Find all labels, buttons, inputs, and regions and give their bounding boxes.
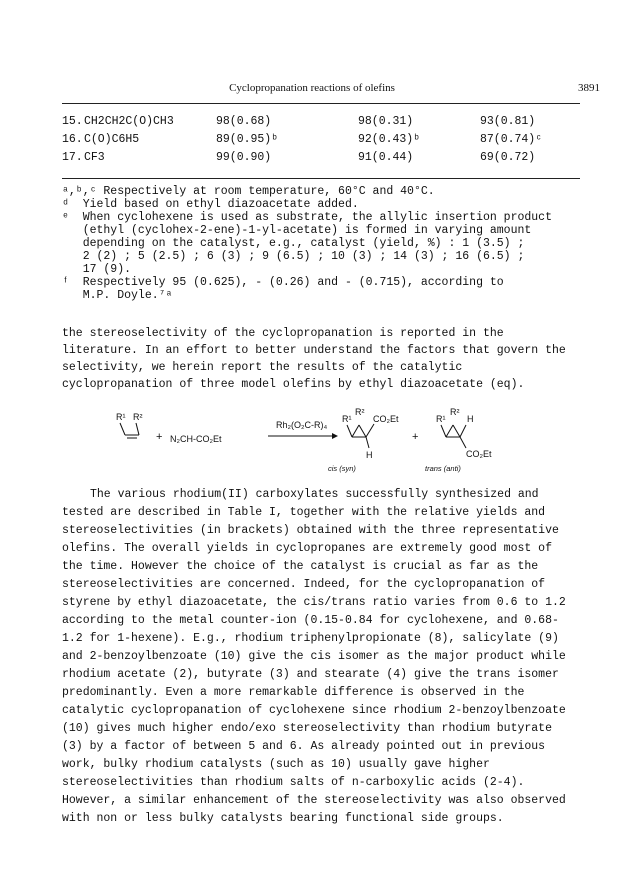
row-substituent: CF3	[84, 151, 105, 164]
row-substituent: CH2CH2C(O)CH3	[84, 115, 174, 128]
olefin-r2-label: R²	[133, 412, 143, 422]
running-title: Cyclopropanation reactions of olefins	[229, 82, 395, 94]
trans-co2et-label: CO₂Et	[466, 449, 492, 459]
body-line: The various rhodium(II) carboxylates successfully synthesized and	[90, 488, 539, 501]
footnote-line: 17 (9).	[62, 263, 132, 276]
trans-r2-label: R²	[450, 408, 460, 417]
body-line: selectivity, we herein report the results of the catalytic	[62, 361, 463, 374]
body-line: tested are described in Table I, together with the relative yields and	[62, 506, 546, 519]
table-row	[62, 115, 582, 133]
table-bottom-rule	[62, 178, 580, 179]
footnote-line: M.P. Doyle.⁷ᵃ	[62, 289, 173, 302]
trans-anti-caption: trans (anti)	[425, 464, 461, 473]
cis-r2-label: R²	[355, 408, 365, 417]
row-value-2: 98(0.31)	[358, 115, 414, 128]
body-line: (3) by a factor of between 5 and 6. As already pointed out in previous	[62, 740, 546, 753]
trans-h-label: H	[467, 414, 474, 424]
table-top-rule	[62, 103, 580, 104]
row-value-1: 99(0.90)	[216, 151, 272, 164]
row-value-2: 91(0.44)	[358, 151, 414, 164]
catalyst-label: Rh₂(O₂C-R)₄	[276, 420, 328, 430]
body-line: stereoselectivities than rhodium salts of n-carboxylic acids (2-4).	[62, 776, 525, 789]
row-value-1: 98(0.68)	[216, 115, 272, 128]
body-line: literature. In an effort to better understand the factors that govern the	[62, 344, 566, 357]
table-row	[62, 133, 582, 151]
body-line: according to the metal counter-ion (0.15-0.84 for cyclohexene, and 0.68-	[62, 614, 559, 627]
footnote-line: (ethyl (cyclohex-2-ene)-1-yl-acetate) is formed in varying amount	[62, 224, 532, 237]
plus-sign: +	[156, 431, 163, 443]
footnote-line: depending on the catalyst, e.g., catalyst (yield, %) : 1 (3.5) ;	[62, 237, 525, 250]
body-line: stereoselectivities (in brackets) obtained with the three representative	[62, 524, 559, 537]
body-line: catalytic cyclopropanation of cyclohexene since rhodium 2-benzoylbenzoate	[62, 704, 566, 717]
diazo-reagent: N₂CH-CO₂Et	[170, 434, 222, 444]
row-value-3: 69(0.72)	[480, 151, 536, 164]
footnote-line: ᶠ Respectively 95 (0.625), - (0.26) and - (0.715), according to	[62, 276, 504, 289]
body-line: stereoselectivities are concerned. Indeed, for the cyclopropanation of	[62, 578, 546, 591]
body-line: predominantly. Even a more remarkable difference is observed in the	[62, 686, 525, 699]
body-line: work, bulky rhodium catalysts (such as 10) usually gave higher	[62, 758, 490, 771]
row-number: 15.	[62, 115, 83, 128]
footnote-line: 2 (2) ; 5 (2.5) ; 6 (3) ; 9 (6.5) ; 10 (3) ; 14 (3) ; 16 (6.5) ;	[62, 250, 525, 263]
body-line: (10) gives much higher endo/exo stereoselectivity than rhodium butyrate	[62, 722, 552, 735]
body-line: However, a similar enhancement of the stereoselectivity was also observed	[62, 794, 566, 807]
footnote-line: ᵉ When cyclohexene is used as substrate, the allylic insertion product	[62, 211, 552, 224]
body-line: rhodium acetate (2), butyrate (3) and stearate (4) give the trans isomer	[62, 668, 559, 681]
body-line: 1.2 for 1-hexene). E.g., rhodium triphenylpropionate (8), salicylate (9)	[62, 632, 559, 645]
footnote-line: ᵃ,ᵇ,ᶜ Respectively at room temperature, 60°C and 40°C.	[62, 185, 435, 198]
cis-h-label: H	[366, 450, 373, 460]
body-line: styrene by ethyl diazoacetate, the cis/trans ratio varies from 0.6 to 1.2	[62, 596, 566, 609]
trans-r1-label: R¹	[436, 414, 446, 424]
page-number: 3891	[578, 82, 600, 94]
cis-syn-caption: cis (syn)	[328, 464, 356, 473]
reaction-scheme	[100, 408, 540, 474]
page-header	[0, 82, 624, 98]
body-line: the time. However the choice of the catalyst is crucial as far as the	[62, 560, 539, 573]
row-substituent: C(O)C6H5	[84, 133, 140, 146]
body-line: olefins. The overall yields in cyclopropanes are extremely good most of	[62, 542, 552, 555]
body-line: with non or less bulky catalysts bearing functional side groups.	[62, 812, 504, 825]
cis-r1-label: R¹	[342, 414, 352, 424]
cis-co2et-label: CO₂Et	[373, 414, 399, 424]
body-line: the stereoselectivity of the cyclopropanation is reported in the	[62, 327, 504, 340]
row-value-3: 93(0.81)	[480, 115, 536, 128]
body-line: cyclopropanation of three model olefins by ethyl diazoacetate (eq).	[62, 378, 525, 391]
olefin-r1-label: R¹	[116, 412, 126, 422]
row-value-1: 89(0.95)ᵇ	[216, 133, 279, 146]
body-line: and 2-benzoylbenzoate (10) give the cis isomer as the major product while	[62, 650, 566, 663]
row-value-3: 87(0.74)ᶜ	[480, 133, 543, 146]
row-value-2: 92(0.43)ᵇ	[358, 133, 421, 146]
row-number: 16.	[62, 133, 83, 146]
footnote-line: ᵈ Yield based on ethyl diazoacetate added.	[62, 198, 359, 211]
plus-sign-products: +	[412, 431, 419, 443]
row-number: 17.	[62, 151, 83, 164]
table-row	[62, 151, 582, 169]
